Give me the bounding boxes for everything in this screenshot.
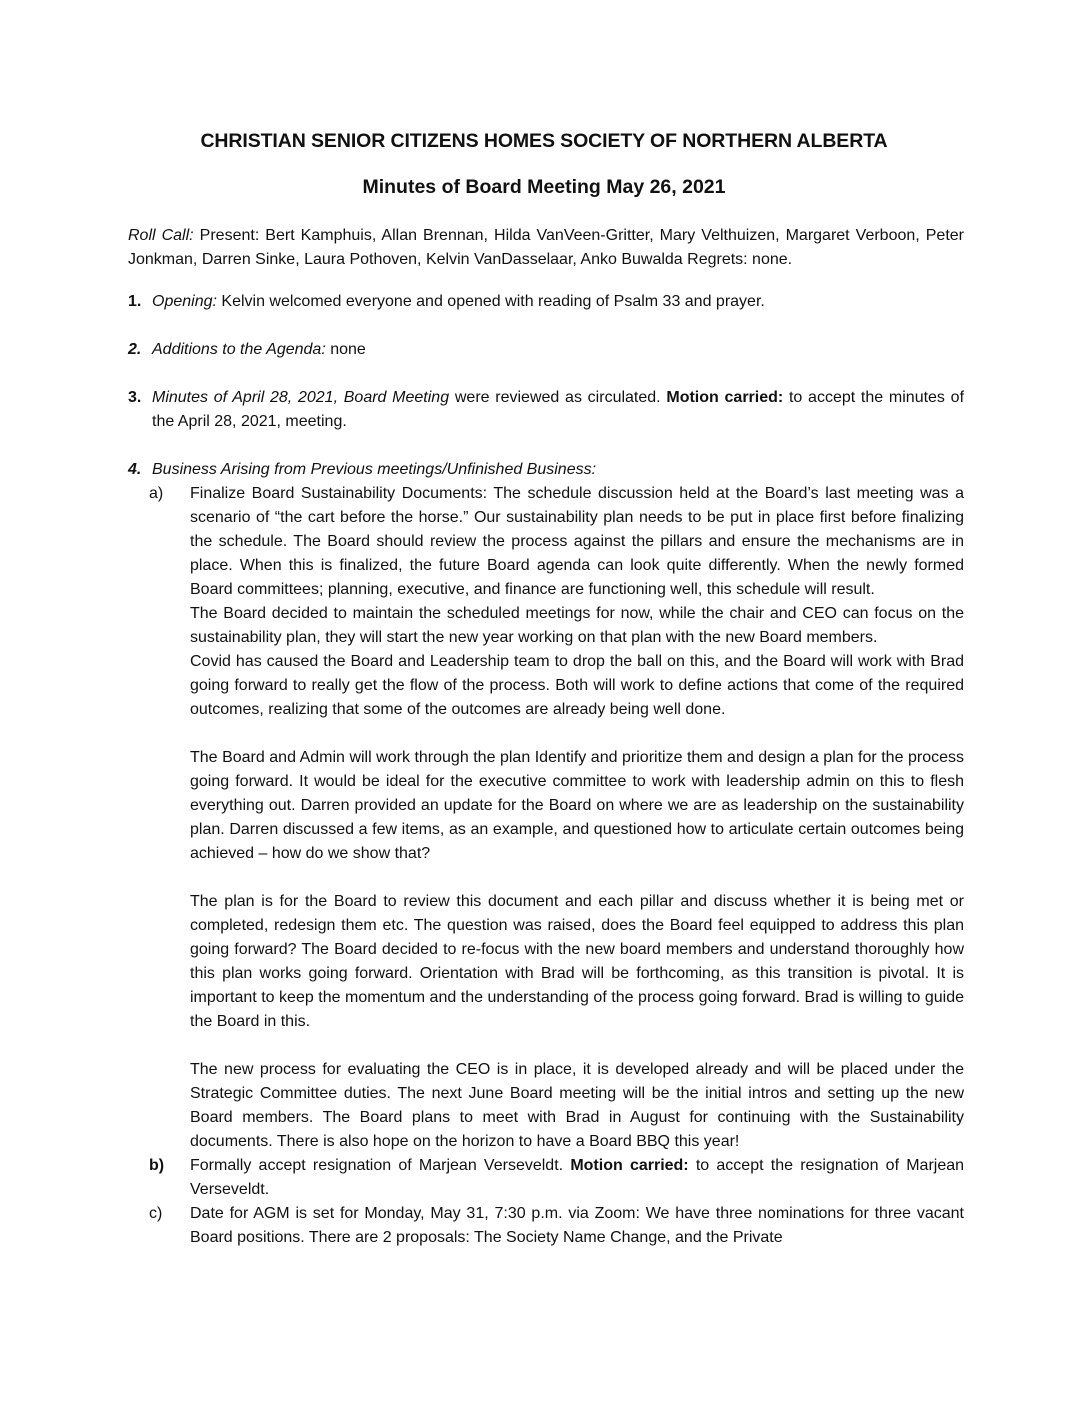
item-label: Opening: [152, 293, 217, 310]
agenda-item-opening [128, 290, 964, 314]
motion-text: to accept the minutes of the April 28, 2021, meeting. [152, 389, 965, 430]
paragraph: The plan is for the Board to review this document and each pillar and discuss whether it is being met or completed, redesign them etc. The question was raised, does the Board feel equipped to address this plan going forward? The Board decided to re-focus with the new board members and understand thoroughly how this plan works going forward. Orientation with Brad will be forthcoming, as this transition is pivotal. It is important to keep the momentum and the understanding of the process going forward. Brad is willing to guide the Board in this. [190, 893, 964, 1030]
agenda-item-business-arising [128, 458, 964, 482]
roll-call-text: Present: Bert Kamphuis, Allan Brennan, Hilda VanVeen-Gritter, Mary Velthuizen, Margaret Verboon, Peter Jonkman, Darren Sinke, Laura Pothoven, Kelvin VanDasselaar, Anko Buwalda Regrets: none. [128, 227, 965, 268]
motion-label: Motion carried: [666, 389, 784, 406]
roll-call [128, 224, 964, 272]
business-item-c [128, 1202, 964, 1250]
paragraph: The Board and Admin will work through the plan Identify and prioritize them and design a plan for the process going forward. It would be ideal for the executive committee to work with leadership admin on this to flesh everything out. Darren provided an update for the Board on where we are as leadership on the sustainability plan. Darren discussed a few items, as an example, and questioned how to articulate certain outcomes being achieved – how do we show that? [190, 749, 964, 862]
item-number: 2. [128, 341, 142, 358]
item-number: 4. [128, 461, 142, 478]
paragraph: The new process for evaluating the CEO is in place, it is developed already and will be placed under the Strategic Committee duties. The next June Board meeting will be the initial intros and setting up the new Board members. The Board plans to meet with Brad in August for continuing with the Sustainability documents. There is also hope on the horizon to have a Board BBQ this year! [190, 1061, 964, 1150]
agenda-item-additions [128, 338, 964, 362]
item-letter: a) [149, 485, 164, 502]
item-letter: c) [149, 1205, 163, 1222]
item-letter: b) [149, 1157, 165, 1174]
paragraph: Covid has caused the Board and Leadership team to drop the ball on this, and the Board will work with Brad going forward to really get the flow of the process. Both will work to define actions that come of the required outcomes, realizing that some of the outcomes are already being well done. [190, 653, 964, 718]
motion-text: to accept the resignation of Marjean Verseveldt. [190, 1157, 965, 1198]
minutes-body [128, 224, 964, 1250]
organization-title: CHRISTIAN SENIOR CITIZENS HOMES SOCIETY OF NORTHERN ALBERTA [200, 130, 888, 152]
business-item-b [128, 1154, 964, 1202]
item-label: Additions to the Agenda: [152, 341, 326, 358]
roll-call-label: Roll Call: [128, 227, 194, 244]
document-title: Minutes of Board Meeting May 26, 2021 [362, 176, 726, 198]
item-label: Business Arising from Previous meetings/Unfinished Business: [152, 461, 597, 478]
agenda-item-minutes [128, 386, 964, 434]
item-number: 1. [128, 293, 142, 310]
item-text: were reviewed as circulated. [454, 389, 661, 406]
motion-label: Motion carried: [570, 1157, 689, 1174]
business-item-a [128, 482, 964, 1154]
item-text: none [330, 341, 366, 358]
paragraph: The Board decided to maintain the scheduled meetings for now, while the chair and CEO can focus on the sustainability plan, they will start the new year working on that plan with the new Board members. [190, 605, 964, 646]
item-text: Formally accept resignation of Marjean Verseveldt. [190, 1157, 564, 1174]
item-number: 3. [128, 389, 142, 406]
item-label: Minutes of April 28, 2021, Board Meeting [152, 389, 450, 406]
item-text: Date for AGM is set for Monday, May 31, 7:30 p.m. via Zoom: We have three nominations for three vacant Board positions. There are 2 proposals: The Society Name Change, and the Private [190, 1205, 964, 1246]
paragraph: Finalize Board Sustainability Documents: The schedule discussion held at the Board’s last meeting was a scenario of “the cart before the horse.” Our sustainability plan needs to be put in place first before finalizing the schedule. The Board should review the process against the pillars and ensure the mechanisms are in place. When this is finalized, the future Board agenda can look quite differently. When the newly formed Board committees; planning, executive, and finance are functioning well, this schedule will result. [190, 485, 964, 598]
item-text: Kelvin welcomed everyone and opened with reading of Psalm 33 and prayer. [221, 293, 765, 310]
